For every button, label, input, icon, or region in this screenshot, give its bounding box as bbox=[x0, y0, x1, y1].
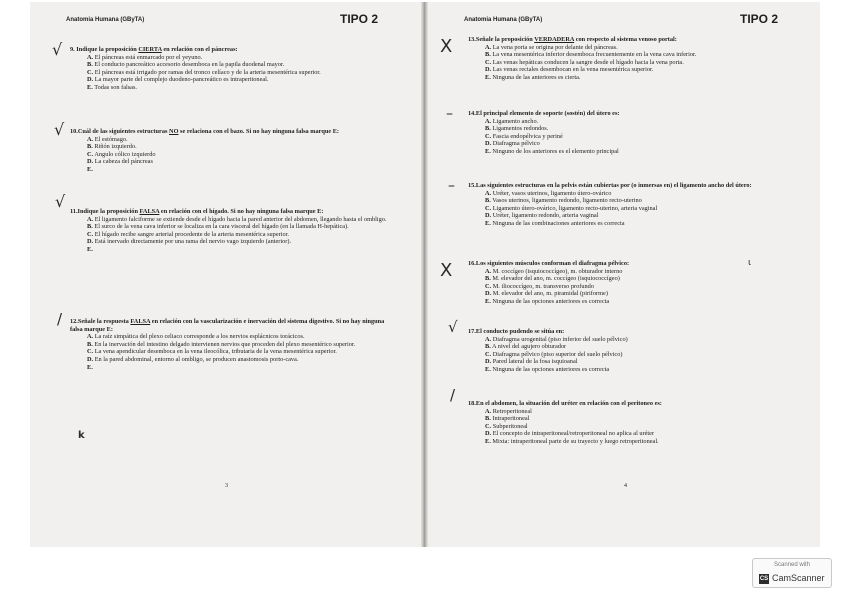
option-letter: A. bbox=[87, 135, 94, 143]
handwritten-mark-q16: X bbox=[440, 260, 453, 281]
camscanner-name: CamScanner bbox=[772, 573, 825, 583]
answer-option bbox=[478, 366, 798, 374]
answer-option bbox=[80, 246, 392, 254]
option-text: Fascia endopélvica y periné bbox=[492, 132, 563, 140]
option-text: Uréter, vasos uterinos, ligamento útero-ovárico bbox=[492, 189, 612, 197]
question-block bbox=[468, 110, 798, 156]
option-letter: A. bbox=[485, 407, 492, 415]
option-letter: A. bbox=[87, 215, 94, 223]
question-block bbox=[468, 36, 798, 82]
question-stem-text: en relación con la vascularización e inervación del sistema digestivo. Si no hay ninguna falsa marque E: bbox=[70, 318, 385, 333]
option-text: En la inervación del intestino delgado intervienen nervios que proceden del plexo mesentérico superior. bbox=[94, 340, 356, 348]
left-page bbox=[30, 2, 422, 547]
question-block bbox=[70, 318, 392, 371]
option-letter: B. bbox=[485, 125, 491, 133]
option-text: La mayor parte del complejo duodeno-pancreático es intraperitoneal. bbox=[94, 76, 269, 84]
answer-option bbox=[80, 333, 392, 341]
question-stem bbox=[468, 182, 798, 190]
option-letter: E. bbox=[485, 73, 491, 81]
option-text: La vena porta se origina por delante del páncreas. bbox=[492, 43, 618, 51]
handwritten-mark-q11: √ bbox=[55, 192, 66, 211]
answer-option bbox=[80, 348, 392, 356]
option-letter: A. bbox=[485, 43, 492, 51]
option-letter: E. bbox=[485, 297, 491, 305]
option-letter: C. bbox=[87, 348, 94, 356]
answer-option bbox=[80, 158, 392, 166]
handwritten-mark-q12: / bbox=[57, 310, 63, 328]
option-letter: E. bbox=[485, 437, 491, 445]
question-stem-text: 11.Indique la proposición bbox=[70, 208, 140, 215]
option-letter: C. bbox=[485, 282, 492, 290]
page-number: 3 bbox=[225, 483, 228, 489]
option-text: Angulo cólico izquierdo bbox=[94, 150, 156, 158]
option-text: Mixta: intraperitoneal parte de su trayecto y luego retroperitoneal. bbox=[492, 437, 659, 445]
option-text: Ninguna de las anteriores es cierta. bbox=[492, 73, 581, 81]
option-letter: C. bbox=[485, 58, 492, 66]
book-spine bbox=[421, 2, 428, 547]
option-text: M. iliococcígeo, m. transverso profundo bbox=[492, 282, 594, 290]
question-stem bbox=[70, 318, 392, 333]
answer-option bbox=[80, 54, 392, 62]
answer-option bbox=[478, 220, 798, 228]
handwritten-mark-q9: √ bbox=[52, 40, 63, 59]
answer-option bbox=[478, 358, 798, 366]
handwritten-mark-q10: √ bbox=[54, 120, 65, 139]
answer-option bbox=[80, 223, 392, 231]
option-letter: E. bbox=[87, 165, 93, 173]
option-letter: C. bbox=[485, 422, 492, 430]
option-text: Subperitoneal bbox=[492, 422, 528, 430]
option-letter: A. bbox=[485, 189, 492, 197]
option-letter: B. bbox=[87, 340, 93, 348]
option-text: El surco de la vena cava inferior se localiza en la cara visceral del hígado (en la llamada H-hepática). bbox=[94, 223, 349, 231]
option-letter: D. bbox=[87, 355, 94, 363]
answer-option bbox=[478, 59, 798, 67]
answer-option bbox=[80, 341, 392, 349]
answer-option bbox=[478, 205, 798, 213]
question-stem-text: 16.Los siguientes músculos conforman el diafragma pélvico: bbox=[468, 260, 630, 267]
question-stem bbox=[70, 208, 392, 216]
option-letter: A. bbox=[485, 117, 492, 125]
answer-option bbox=[80, 364, 392, 372]
option-letter: E. bbox=[485, 147, 491, 155]
scanned-document bbox=[30, 2, 820, 547]
answer-option bbox=[478, 197, 798, 205]
option-letter: C. bbox=[87, 150, 94, 158]
answer-option bbox=[80, 61, 392, 69]
option-text: El hígado recibe sangre arterial procedente de la arteria mesentérica superior. bbox=[94, 230, 289, 238]
question-keyword: VERDADERA bbox=[534, 36, 575, 43]
option-text: Las venas hepáticas conducen la sangre desde el hígado hacia la vena porta. bbox=[492, 58, 684, 66]
question-stem-text: 10.Cuál de las siguientes estructuras bbox=[70, 128, 170, 135]
option-letter: A. bbox=[87, 53, 94, 61]
option-text: Retroperitoneal bbox=[492, 407, 532, 415]
option-letter: C. bbox=[87, 230, 94, 238]
answer-option bbox=[478, 66, 798, 74]
option-text: Está inervado directamente por una rama del nervio vago izquierdo (anterior). bbox=[94, 238, 292, 246]
exam-type: TIPO 2 bbox=[740, 12, 779, 26]
option-text: M. coccígeo (isquiococcígeo), m. obturador interno bbox=[492, 267, 623, 275]
option-text: Ninguno de los anteriores es el elemento principal bbox=[492, 147, 619, 155]
answer-option bbox=[478, 212, 798, 220]
exam-type: TIPO 2 bbox=[340, 12, 379, 26]
option-letter: A. bbox=[87, 333, 94, 341]
option-text: M. elevador del ano, m. piramidal (piriforme) bbox=[492, 290, 608, 298]
handwritten-stray-mark: ι bbox=[748, 258, 752, 268]
option-text: La raíz simpática del plexo celiaco corresponde a los nervios esplácnicos torácicos. bbox=[94, 333, 305, 341]
option-letter: D. bbox=[87, 238, 94, 246]
question-stem-text: se relaciona con el bazo. Si no hay ninguna falsa marque E: bbox=[178, 128, 339, 135]
question-stem-text: en relación con el hígado. Si no hay ninguna falsa marque E: bbox=[159, 208, 324, 215]
option-text: Las venas rectales desembocan en la vena mesentérica superior. bbox=[492, 66, 654, 74]
answer-option bbox=[478, 408, 798, 416]
question-stem-text: con respecto al sistema venoso portal: bbox=[574, 36, 677, 43]
question-stem bbox=[70, 46, 392, 54]
option-text: Intraperitoneal bbox=[492, 415, 530, 423]
question-stem-text: 14.El principal elemento de soporte (sostén) del útero es: bbox=[468, 110, 620, 117]
question-stem bbox=[468, 400, 798, 408]
answer-option bbox=[478, 298, 798, 306]
option-text: En la pared abdominal, entorno al ombligo, se producen anastomosis porto-cava. bbox=[94, 355, 299, 363]
option-text: El ligamento falciforme se extiende desde el hígado hacia la pared anterior del abdomen, llegando hasta el ombligo. bbox=[94, 215, 387, 223]
option-letter: D. bbox=[485, 358, 492, 366]
question-stem-text: 9. Indique la proposición bbox=[70, 46, 139, 53]
option-letter: D. bbox=[485, 66, 492, 74]
answer-option bbox=[478, 283, 798, 291]
camscanner-badge bbox=[752, 558, 832, 588]
option-text: Ninguna de las combinaciones anteriores es correcta bbox=[492, 219, 625, 227]
question-block bbox=[70, 46, 392, 92]
question-block bbox=[468, 260, 798, 306]
option-letter: B. bbox=[485, 343, 491, 351]
camscanner-logo-icon: CS bbox=[759, 576, 769, 582]
option-letter: E. bbox=[87, 245, 93, 253]
handwritten-stray-mark: k bbox=[78, 430, 85, 441]
answer-option bbox=[80, 231, 392, 239]
answer-option bbox=[80, 356, 392, 364]
question-stem bbox=[468, 260, 798, 268]
option-text: La vena mesentérica inferior desemboca frecuentemente en la vena cava inferior. bbox=[492, 51, 697, 59]
scanned-with-label: Scanned with bbox=[773, 562, 811, 568]
answer-option bbox=[478, 140, 798, 148]
answer-option bbox=[80, 136, 392, 144]
answer-option bbox=[478, 44, 798, 52]
answer-option bbox=[478, 290, 798, 298]
option-text: El páncreas está enmarcado por el yeyuno. bbox=[94, 53, 203, 61]
course-header: Anatomia Humana (GByTA) bbox=[464, 17, 543, 23]
option-letter: C. bbox=[485, 132, 492, 140]
question-block bbox=[468, 400, 798, 446]
question-stem-text: en relación con el páncreas: bbox=[161, 46, 238, 53]
option-letter: E. bbox=[485, 219, 491, 227]
option-text: El páncreas está irrigado por ramas del tronco celíaco y de la arteria mesentérica superior. bbox=[94, 68, 321, 76]
option-text: Riñón izquierdo. bbox=[94, 143, 137, 151]
option-text: M. elevador del ano, m. coccígeo (isquiococcígeo) bbox=[492, 275, 620, 283]
answer-option bbox=[478, 343, 798, 351]
answer-option bbox=[80, 143, 392, 151]
option-text: Diafragma pélvico bbox=[492, 140, 540, 148]
option-letter: C. bbox=[87, 68, 94, 76]
option-text: Diafragma pélvico (piso superior del suelo pélvico) bbox=[492, 350, 623, 358]
option-text: Uréter, ligamento redondo, arteria vaginal bbox=[492, 212, 599, 220]
option-letter: D. bbox=[87, 158, 94, 166]
option-text: Diafragma urogenital (piso inferior del suelo pélvico) bbox=[492, 335, 628, 343]
option-letter: B. bbox=[485, 197, 491, 205]
answer-option bbox=[80, 84, 392, 92]
handwritten-mark-q15: – bbox=[448, 178, 455, 194]
option-letter: B. bbox=[485, 51, 491, 59]
answer-option bbox=[478, 133, 798, 141]
option-text: El estómago. bbox=[94, 135, 128, 143]
option-letter: D. bbox=[485, 290, 492, 298]
handwritten-mark-q13: X bbox=[440, 36, 453, 57]
question-stem-text: 12.Señale la respuesta bbox=[70, 318, 131, 325]
question-stem-text: 13.Señale la proposición bbox=[468, 36, 535, 43]
option-text: Ninguna de las opciones anteriores es correcta bbox=[492, 297, 610, 305]
option-text: La cabeza del páncreas bbox=[94, 158, 153, 166]
answer-option bbox=[478, 51, 798, 59]
answer-option bbox=[80, 69, 392, 77]
answer-option bbox=[478, 430, 798, 438]
question-keyword: FALSA bbox=[130, 318, 151, 325]
option-letter: B. bbox=[87, 61, 93, 69]
option-text: Todas son falsas. bbox=[94, 83, 138, 91]
answer-option bbox=[478, 336, 798, 344]
option-text: La vena apendicular desemboca en la vena ileocólica, tributaria de la vena mesentérica superior. bbox=[94, 348, 337, 356]
question-keyword: NO bbox=[169, 128, 179, 135]
option-letter: E. bbox=[485, 365, 491, 373]
option-letter: B. bbox=[485, 275, 491, 283]
option-letter: A. bbox=[485, 335, 492, 343]
question-block bbox=[70, 208, 392, 254]
answer-option bbox=[80, 76, 392, 84]
option-letter: E. bbox=[87, 83, 93, 91]
answer-option bbox=[478, 415, 798, 423]
option-letter: B. bbox=[87, 143, 93, 151]
option-text: Ligamentos redondos. bbox=[492, 125, 549, 133]
question-stem-text: 17.El conducto pudendo se sitúa en: bbox=[468, 328, 565, 335]
answer-option bbox=[478, 74, 798, 82]
option-letter: B. bbox=[485, 415, 491, 423]
option-text: Ninguna de las opciones anteriores es correcta bbox=[492, 365, 610, 373]
answer-option bbox=[80, 216, 392, 224]
answer-option bbox=[478, 351, 798, 359]
question-keyword: FALSA bbox=[139, 208, 160, 215]
question-stem bbox=[468, 36, 798, 44]
answer-option bbox=[478, 438, 798, 446]
option-letter: D. bbox=[485, 140, 492, 148]
option-text: Vasos uterinos, ligamento redondo, ligamento recto-uterino bbox=[492, 197, 642, 205]
course-header: Anatomia Humana (GByTA) bbox=[66, 17, 145, 23]
option-text: El conducto pancreático accesorio desemboca en la papila duodenal mayor. bbox=[94, 61, 285, 69]
question-stem-text: 15.Las siguientes estructuras en la pelvis están cubiertas por (o inmersas en) el ligamento ancho del útero: bbox=[468, 182, 752, 189]
answer-option bbox=[478, 423, 798, 431]
answer-option bbox=[478, 118, 798, 126]
question-stem bbox=[70, 128, 392, 136]
handwritten-mark-q14: – bbox=[446, 106, 453, 122]
option-letter: D. bbox=[485, 430, 492, 438]
answer-option bbox=[478, 190, 798, 198]
question-block bbox=[70, 128, 392, 174]
answer-option bbox=[478, 148, 798, 156]
option-text: Ligamento ancho. bbox=[492, 117, 539, 125]
handwritten-mark-q18: / bbox=[450, 386, 456, 404]
right-page bbox=[428, 2, 820, 547]
option-text: Ligamento útero-ovárico, ligamento recto-uterino, arteria vaginal bbox=[492, 204, 658, 212]
answer-option bbox=[80, 166, 392, 174]
option-text: El concepto de intraperitoneal/retroperitoneal no aplica al uréter bbox=[492, 430, 655, 438]
option-text: A nivel del agujero obturador bbox=[492, 343, 567, 351]
option-letter: C. bbox=[485, 350, 492, 358]
answer-option bbox=[478, 275, 798, 283]
question-stem bbox=[468, 328, 798, 336]
answer-option bbox=[478, 268, 798, 276]
answer-option bbox=[80, 151, 392, 159]
question-block bbox=[468, 328, 798, 374]
option-letter: B. bbox=[87, 223, 93, 231]
option-letter: E. bbox=[87, 363, 93, 371]
question-stem-text: 18.En el abdomen, la situación del uréter en relación con el peritoneo es: bbox=[468, 400, 662, 407]
option-letter: A. bbox=[485, 267, 492, 275]
question-block bbox=[468, 182, 798, 228]
answer-option bbox=[80, 238, 392, 246]
handwritten-mark-q17: √ bbox=[448, 318, 458, 336]
question-stem bbox=[468, 110, 798, 118]
option-letter: D. bbox=[485, 212, 492, 220]
page-number: 4 bbox=[624, 483, 627, 489]
answer-option bbox=[478, 125, 798, 133]
option-text: Pared lateral de la fosa isquioanal bbox=[492, 358, 578, 366]
option-letter: D. bbox=[87, 76, 94, 84]
option-letter: C. bbox=[485, 204, 492, 212]
question-keyword: CIERTA bbox=[138, 46, 162, 53]
